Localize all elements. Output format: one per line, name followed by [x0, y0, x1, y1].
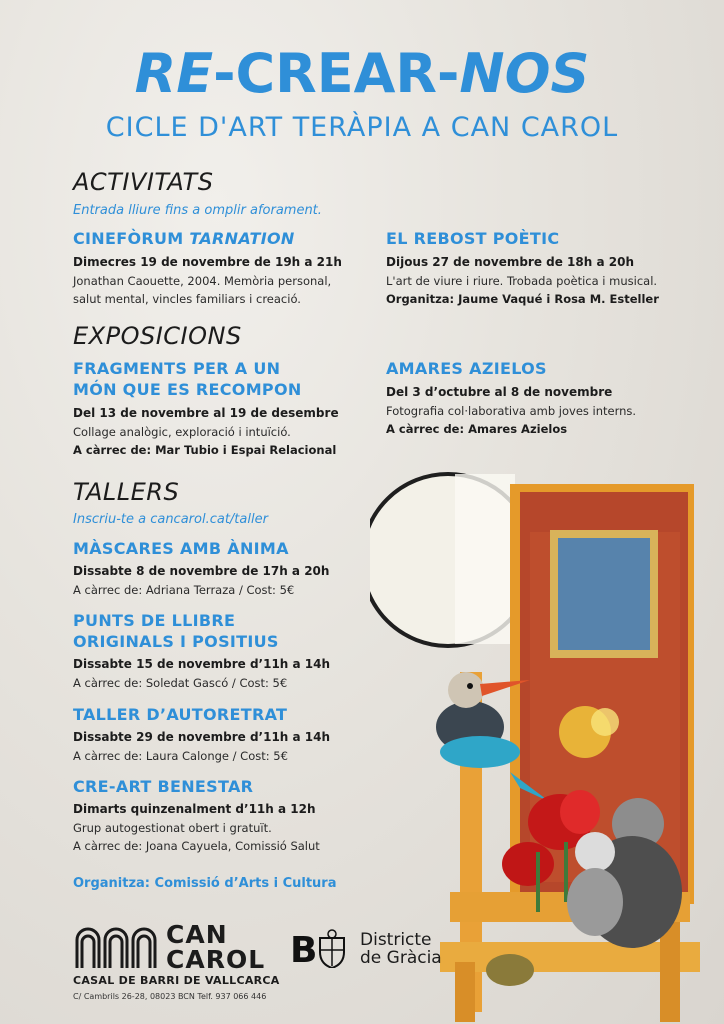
- frog: [486, 954, 534, 986]
- event-desc: Grup autogestionat obert i gratuït.: [73, 821, 272, 835]
- page-subtitle: CICLE D'ART TERÀPIA A CAN CAROL: [105, 112, 619, 143]
- arches-logo-icon: [73, 922, 163, 970]
- event-title: TALLER D’AUTORETRAT: [73, 705, 288, 724]
- section-heading-activitats: ACTIVITATS: [73, 168, 214, 196]
- event-fragments: [73, 358, 373, 460]
- event-title: MÓN QUE ES RECOMPON: [73, 380, 302, 399]
- event-desc: Jonathan Caouette, 2004. Memòria personal,: [73, 274, 332, 288]
- event-title: CRE-ART BENESTAR: [73, 777, 254, 796]
- cancarol-wordmark: CAN CAROL: [166, 920, 266, 974]
- event-autoretrat: [73, 704, 373, 765]
- event-date: Del 3 d’octubre al 8 de novembre: [386, 385, 613, 399]
- address-line: C/ Cambrils 26-28, 08023 BCN Telf. 937 066 446: [73, 992, 267, 1001]
- event-title: EL REBOST POÈTIC: [386, 229, 560, 248]
- event-cre-art: [73, 776, 373, 855]
- barcelona-logo: [290, 928, 356, 972]
- ajuntament-b-icon: [290, 928, 356, 968]
- event-date: Dijous 27 de novembre de 18h a 20h: [386, 255, 634, 269]
- section-heading-exposicions: EXPOSICIONS: [73, 322, 242, 350]
- event-date: Dimecres 19 de novembre de 19h a 21h: [73, 255, 342, 269]
- event-amares-azielos: [386, 358, 706, 439]
- event-rebost-poetic: [386, 228, 706, 309]
- event-desc: A càrrec de: Joana Cayuela, Comissió Salut: [73, 839, 320, 853]
- event-desc: A càrrec de: Laura Calonge / Cost: 5€: [73, 749, 288, 763]
- event-desc: Fotografia col·laborativa amb joves interns.: [386, 404, 637, 418]
- section-heading-tallers: TALLERS: [73, 478, 180, 506]
- event-organizer: Organitza: Jaume Vaqué i Rosa M. Esteller: [386, 292, 659, 306]
- red-tulip: [502, 842, 554, 886]
- activitats-note: Entrada lliure fins a omplir aforament.: [73, 203, 322, 218]
- svg-text:B: B: [290, 930, 318, 968]
- event-organizer: A càrrec de: Amares Azielos: [386, 422, 568, 436]
- cancarol-tagline: CASAL DE BARRI DE VALLCARCA: [73, 974, 280, 987]
- event-desc: A càrrec de: Adriana Terraza / Cost: 5€: [73, 583, 295, 597]
- event-organizer: A càrrec de: Mar Tubio i Espai Relacional: [73, 443, 337, 457]
- event-punts-de-llibre: [73, 610, 373, 692]
- organizer-credit: Organitza: Comissió d’Arts i Cultura: [73, 876, 337, 891]
- event-desc: A càrrec de: Soledat Gascó / Cost: 5€: [73, 676, 288, 690]
- event-mascares: [73, 538, 373, 599]
- event-date: Dissabte 8 de novembre de 17h a 20h: [73, 564, 330, 578]
- event-title: CINEFÒRUM TARNATION: [73, 229, 295, 248]
- event-cineforum: [73, 228, 373, 308]
- event-title: AMARES AZIELOS: [386, 359, 547, 378]
- event-title: FRAGMENTS PER A UN: [73, 359, 281, 378]
- event-desc: Collage analògic, exploració i intuïció.: [73, 425, 291, 439]
- event-date: Del 13 de novembre al 19 de desembre: [73, 406, 339, 420]
- district-name: Districte de Gràcia: [360, 930, 442, 968]
- event-desc: salut mental, vincles familiars i creació.: [73, 292, 301, 306]
- tallers-note[interactable]: Inscriu-te a cancarol.cat/taller: [73, 512, 268, 527]
- event-title: MÀSCARES AMB ÀNIMA: [73, 539, 289, 558]
- event-date: Dissabte 15 de novembre d’11h a 14h: [73, 657, 331, 671]
- event-title: PUNTS DE LLIBRE: [73, 611, 236, 630]
- page-title: RE-CREAR-NOS: [134, 42, 590, 105]
- event-desc: L'art de viure i riure. Trobada poètica i musical.: [386, 274, 658, 288]
- cancarol-logo: [73, 922, 163, 974]
- event-title: ORIGINALS I POSITIUS: [73, 632, 279, 651]
- event-date: Dimarts quinzenalment d’11h a 12h: [73, 802, 316, 816]
- event-date: Dissabte 29 de novembre d’11h a 14h: [73, 730, 331, 744]
